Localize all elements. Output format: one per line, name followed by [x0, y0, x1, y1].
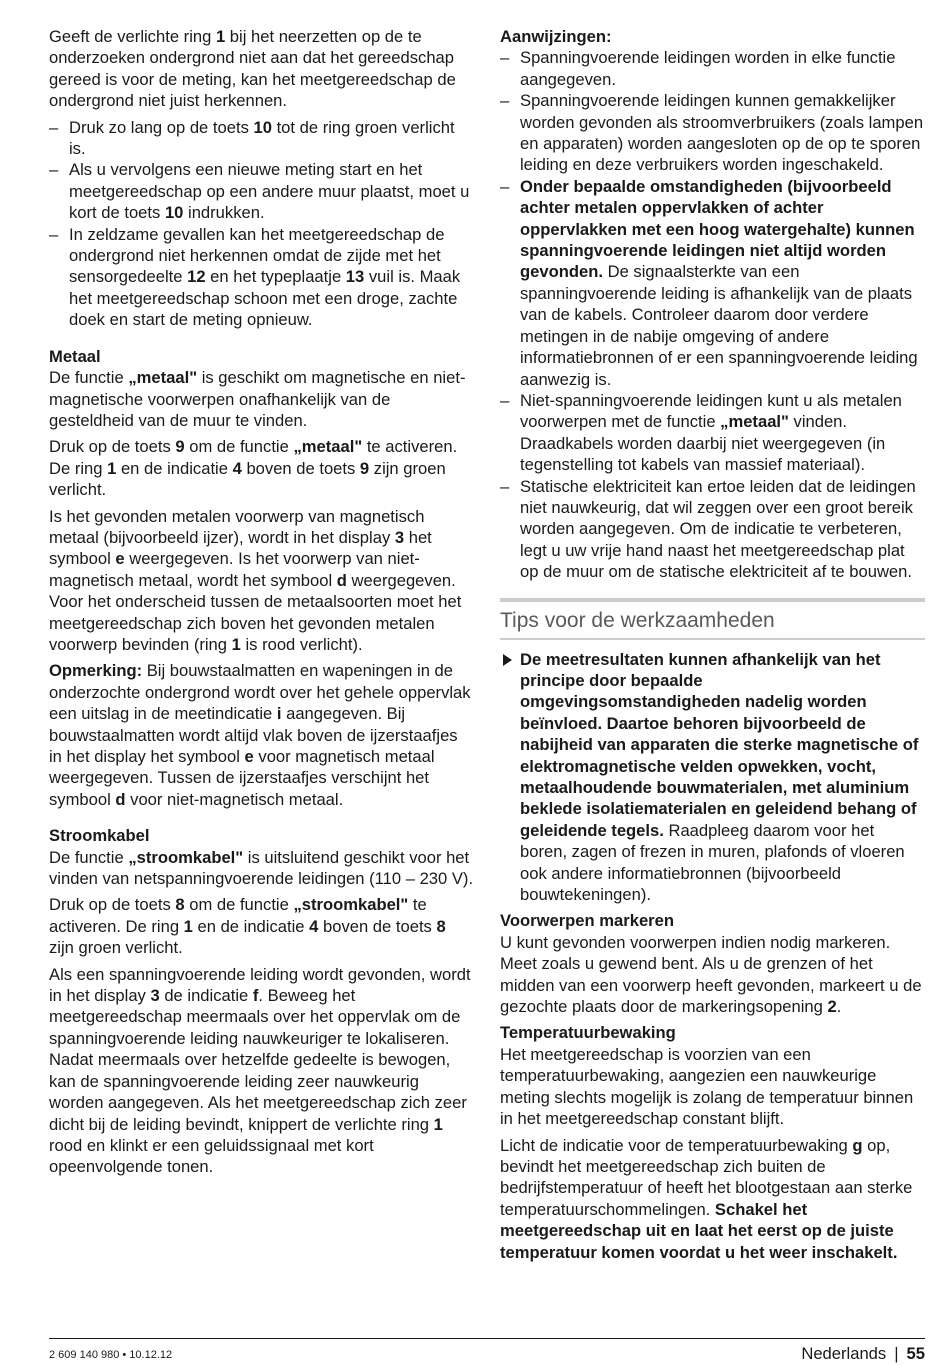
- text-run: De meetresultaten kunnen afhankelijk van het principe door bepaalde omgevingsomstandigheden nadelig worden beïnvloed. Daartoe behoren bijvoorbeeld de nabijheid van apparaten die sterke magnetische of elektromagnetische velden opwekken, vocht, metaalhoudende bouwmaterialen, met aluminium beklede isolatiematerialen en geleidend behang of geleidende tegels.: [520, 649, 919, 840]
- text-run: i: [276, 704, 282, 724]
- metaal-heading: Metaal: [49, 346, 101, 366]
- text-run: Raadpleeg daarom voor het boren, zagen of frezen in muren, plafonds of vloeren ook andere informatiebronnen (bijvoorbeeld bouwtekeningen).: [520, 820, 905, 905]
- text-run: voor niet-magnetisch metaal.: [125, 789, 344, 809]
- text-run: om de functie: [184, 895, 294, 915]
- text-run: Als een spanningvoerende leiding wordt gevonden, wordt in het display: [49, 964, 471, 1006]
- text-run: Licht de indicatie voor de temperatuurbewaking: [500, 1135, 853, 1155]
- text-run: „stroomkabel": [293, 895, 409, 915]
- text-run: indrukken.: [183, 203, 265, 223]
- text-run: 4: [232, 458, 242, 478]
- temperatuur-heading: Temperatuurbewaking: [500, 1023, 676, 1043]
- text-run: 10: [253, 117, 272, 137]
- text-run: Druk op de toets: [49, 437, 176, 457]
- list-item: [500, 176, 925, 390]
- text-run: is uitsluitend geschikt voor het vinden van netspanningvoerende leidingen (110 – 230 V).: [49, 847, 474, 889]
- paragraph: [49, 506, 475, 656]
- triangle-bullet-icon: [503, 654, 512, 666]
- text-run: weergegeven. Is het voorwerp van niet-magnetisch metaal, wordt het symbool: [49, 549, 420, 590]
- left-column: [49, 26, 475, 1183]
- paragraph: [49, 847, 475, 890]
- text-run: d: [115, 789, 126, 809]
- text-run: om de functie: [184, 437, 294, 457]
- text-run: 1: [433, 1114, 443, 1134]
- page-number: 55: [906, 1344, 925, 1363]
- page-footer: [49, 1338, 925, 1363]
- text-run: vinden. Draadkabels worden daarbij niet weergegeven (in tegenstelling tot kabels van massief materiaal).: [520, 412, 886, 475]
- text-run: e: [244, 747, 254, 766]
- text-run: Druk op de toets: [49, 895, 176, 915]
- text-run: voor magnetisch metaal weergegeven. Tussen de ijzerstaafjes verschijnt het symbool: [49, 747, 435, 809]
- text-run: „metaal": [128, 368, 198, 388]
- text-run: d: [336, 570, 347, 590]
- aanwijzingen-list: [500, 47, 925, 582]
- tip-text: [520, 650, 918, 904]
- markeren-heading: Voorwerpen markeren: [500, 911, 674, 931]
- text-run: De signaalsterkte van een spanningvoerende leiding is afhankelijk van de plaats van de kabels. Controleer daarom door verdere metingen in de nabije omgeving of andere informatiebronnen of er een spanningvoerende leiding aanwezig is.: [520, 262, 918, 389]
- text-run: 9: [359, 458, 370, 478]
- text-run: en het typeplaatje: [205, 267, 346, 287]
- text-run: Druk zo lang op de toets: [69, 117, 254, 137]
- footer-page-info: [801, 1344, 925, 1364]
- text-run: en de indicatie: [116, 458, 233, 478]
- text-run: boven de toets: [241, 458, 360, 478]
- list-item: [49, 159, 475, 223]
- footer-language: Nederlands: [801, 1344, 887, 1363]
- paragraph: [500, 1135, 925, 1263]
- text-run: zijn groen verlicht.: [49, 938, 183, 958]
- paragraph: [49, 660, 475, 810]
- text-run: Niet-spanningvoerende leidingen kunt u als metalen voorwerpen met de functie: [520, 390, 902, 432]
- temperatuur-section: [500, 1044, 925, 1263]
- doc-code: 2 609 140 980 • 10.12.12: [49, 1349, 173, 1361]
- text-run: 1: [231, 634, 241, 654]
- text-run: het symbool: [49, 527, 432, 569]
- text-run: 1: [183, 916, 193, 936]
- list-item: [500, 476, 925, 583]
- text-run: tot de ring groen verlicht is.: [69, 117, 455, 159]
- text-run: In zeldzame gevallen kan het meetgereedschap de ondergrond niet herkennen omdat de zijde met het sensorgedeelte: [69, 224, 445, 287]
- text-run: en de indicatie: [192, 916, 310, 936]
- text-run: is geschikt om magnetische en niet-magnetische voorwerpen onafhankelijk van de gesteldheid van de muur te vinden.: [49, 368, 466, 430]
- text-run: 2: [827, 997, 837, 1017]
- text-run: boven de toets: [318, 916, 437, 936]
- text-run: De functie: [49, 847, 129, 867]
- text-run: 8: [436, 916, 446, 936]
- text-run: te activeren. De ring: [49, 895, 427, 936]
- text-run: weergegeven. Voor het onderscheid tussen de metaalsoorten moet het meetgereedschap zich boven het gevonden metalen voorwerp bevinden (ring: [49, 570, 462, 654]
- metaal-section: [49, 367, 475, 810]
- list-item: [500, 390, 925, 476]
- text-run: g: [852, 1135, 863, 1155]
- paragraph: [49, 894, 475, 958]
- text-run: .: [836, 997, 842, 1017]
- text-run: vuil is. Maak het meetgereedschap schoon met een droge, zachte doek en start de meting opnieuw.: [69, 267, 461, 330]
- text-run: Onder bepaalde omstandigheden (bijvoorbeeld achter metalen oppervlakken of achter oppervlakken met een hoog watergehalte) kunnen spanningvoerende leidingen niet altijd worden gevonden.: [520, 176, 915, 282]
- aanwijzingen-heading: Aanwijzingen:: [500, 27, 612, 46]
- intro-list: [49, 117, 475, 331]
- text-run: Spanningvoerende leidingen worden in elke functie aangegeven.: [520, 48, 896, 89]
- text-run: Bij bouwstaalmatten en wapeningen in de onderzochte ondergrond wordt over het gehele oppervlak een uitslag in de meetindicatie: [49, 661, 471, 724]
- text-run: Het meetgereedschap is voorzien van een temperatuurbewaking, aangezien een nauwkeurige meting slechts mogelijk is zolang de temperatuur binnen in het meetgereedschap constant blijft.: [500, 1044, 914, 1129]
- list-item: [500, 90, 925, 176]
- text-run: aangegeven. Bij bouwstaalmatten wordt altijd vlak boven de ijzerstaafjes in het display het symbool: [49, 704, 458, 766]
- text-run: „metaal": [293, 437, 363, 457]
- text-run: 1: [107, 458, 117, 478]
- text-run: 8: [175, 895, 185, 915]
- text-run: „stroomkabel": [128, 847, 244, 867]
- right-column: [500, 26, 925, 1268]
- text-run: 12: [187, 267, 206, 287]
- text-run: 3: [394, 527, 405, 547]
- intro-paragraph: [49, 26, 475, 112]
- text-run: Opmerking:: [49, 661, 143, 681]
- list-item: [49, 117, 475, 160]
- paragraph: [49, 367, 475, 431]
- text-run: 10: [164, 203, 184, 223]
- text-run: 13: [345, 267, 365, 287]
- stroomkabel-heading: Stroomkabel: [49, 826, 150, 846]
- text-run: Schakel het meetgereedschap uit en laat het eerst op de juiste temperatuur komen voordat u het weer inschakelt.: [500, 1199, 898, 1262]
- text-run: Spanningvoerende leidingen kunnen gemakkelijker worden gevonden als stroomverbruikers (zoals lampen en apparaten) worden aangesloten op de op te sporen leiding en deze verbruikers worden ingeschakeld.: [520, 91, 924, 175]
- text-run: 9: [175, 437, 185, 457]
- text-run: f: [252, 986, 259, 1006]
- tip-item: [500, 649, 925, 906]
- text-run: zijn groen verlicht.: [49, 458, 446, 500]
- list-item: [500, 47, 925, 90]
- text-run: „metaal": [720, 412, 789, 432]
- text-run: 3: [150, 986, 160, 1006]
- text-run: rood en klinkt er een geluidssignaal met kort opeenvolgende tonen.: [49, 1135, 374, 1177]
- text-run: . Beweeg het meetgereedschap meermaals over het oppervlak om de spanningvoerende leiding nauwkeuriger te lokaliseren. Nadat meermaals over hetzelfde gedeelte is bewogen, kan de spanningvoerende leiding zeer nauwkeurig worden aangegeven. Als het meetgereedschap zich zeer dicht bij de leiding bevindt, knippert de verlichte ring: [49, 986, 467, 1134]
- text-run: te activeren. De ring: [49, 437, 458, 478]
- text-run: bij het neerzetten op de te onderzoeken ondergrond niet aan dat het gereedschap gereed is voor de meting, kan het meetgereedschap de ondergrond niet juist herkennen.: [49, 27, 456, 111]
- text-run: e: [115, 549, 125, 569]
- list-item: [49, 224, 475, 331]
- footer-separator: |: [894, 1344, 899, 1363]
- markeren-paragraph: [500, 932, 925, 1018]
- tips-section-title: Tips voor de werkzaamheden: [500, 598, 925, 640]
- paragraph: [49, 436, 475, 500]
- text-run: 4: [309, 916, 319, 936]
- text-run: op, bevindt het meetgereedschap zich buiten de bedrijfstemperatuur of heeft het blootgestaan aan sterke temperatuurschommelingen.: [500, 1135, 913, 1219]
- text-run: Is het gevonden metalen voorwerp van magnetisch metaal (bijvoorbeeld ijzer), wordt in het display: [49, 506, 425, 547]
- text-run: is rood verlicht).: [240, 634, 363, 654]
- paragraph: [500, 1044, 925, 1130]
- text-run: De functie: [49, 368, 129, 388]
- text-run: Als u vervolgens een nieuwe meting start en het meetgereedschap op een andere muur plaatst, moet u kort de toets: [69, 160, 470, 223]
- paragraph: [49, 964, 475, 1178]
- text-run: Statische elektriciteit kan ertoe leiden dat de leidingen niet nauwkeurig, dat wil zeggen over een groot bereik worden aangegeven. Om de indicatie te verbeteren, legt u uw vrije hand naast het meetgereedschap plat op de muur om de statische elektriciteit af te bouwen.: [520, 476, 916, 582]
- text-run: Geeft de verlichte ring: [49, 27, 216, 46]
- text-run: 1: [215, 27, 226, 46]
- stroomkabel-section: [49, 847, 475, 1178]
- text-run: U kunt gevonden voorwerpen indien nodig markeren. Meet zoals u gewend bent. Als u de grenzen of het midden van een voorwerp heeft gevonden, markeert u de gezochte plaats door de markeringsopening: [500, 932, 922, 1017]
- text-run: de indicatie: [159, 986, 253, 1006]
